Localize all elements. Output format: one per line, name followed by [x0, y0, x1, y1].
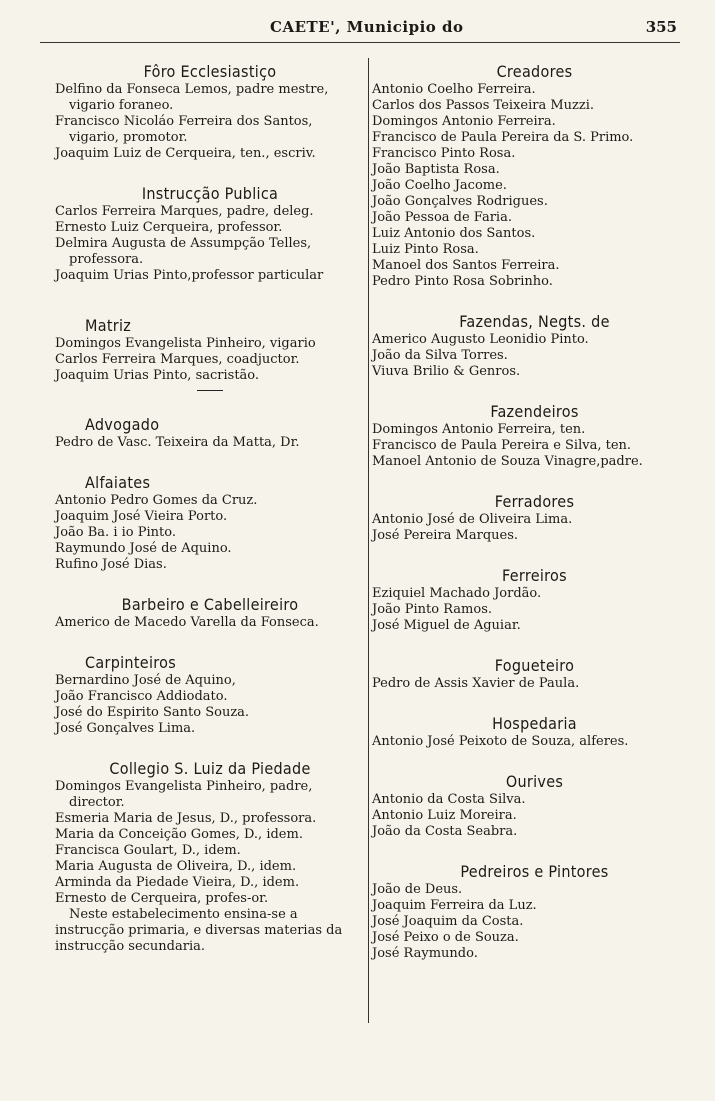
section-title: Fôro Ecclesiastiço — [143, 62, 277, 81]
list-item: Domingos Evangelista Pinheiro, vigario — [55, 336, 316, 351]
list-item: Luiz Antonio dos Santos. — [372, 226, 536, 241]
section-ferreiros — [372, 566, 697, 634]
list-item: Ernesto de Cerqueira, profes-or. — [55, 891, 269, 906]
list-item: Manoel dos Santos Ferreira. — [372, 258, 560, 273]
section-separator — [197, 390, 223, 391]
list-item: Antonio José de Oliveira Lima. — [372, 512, 573, 527]
section-title: Advogado — [85, 415, 160, 434]
section-instruccao-publica — [55, 184, 365, 284]
list-item: Raymundo José de Aquino. — [55, 541, 232, 556]
header-rule — [40, 42, 680, 43]
list-item: Maria da Conceição Gomes, D., idem. — [55, 827, 303, 842]
list-item: Francisco Pinto Rosa. — [372, 146, 516, 161]
page-number: 355 — [645, 18, 677, 36]
list-item: Ernesto Luiz Cerqueira, professor. — [55, 220, 283, 235]
left-column — [55, 62, 365, 955]
list-item: Carlos dos Passos Teixeira Muzzi. — [372, 98, 595, 113]
list-item: Joaquim José Vieira Porto. — [55, 509, 228, 524]
section-title: Ourives — [505, 772, 564, 791]
list-item: Antonio Pedro Gomes da Cruz. — [55, 493, 258, 508]
list-item: Francisco Nicoláo Ferreira dos Santos, vigario, promotor. — [55, 114, 313, 145]
list-item: Francisco de Paula Pereira da S. Primo. — [372, 130, 634, 145]
section-title: Barbeiro e Cabelleireiro — [121, 595, 299, 614]
section-hospedaria — [372, 714, 697, 750]
note-paragraph: Neste estabelecimento ensina-se a instrucção primaria, e diversas materias da instrucção secundaria. — [55, 907, 343, 954]
list-item: João de Deus. — [372, 882, 463, 897]
list-item: Americo Augusto Leonidio Pinto. — [372, 332, 589, 347]
section-ferradores — [372, 492, 697, 544]
section-title: Ferreiros — [502, 566, 567, 585]
list-item: João Francisco Addiodato. — [55, 689, 228, 704]
section-title: Ferradores — [494, 492, 575, 511]
list-item: Joaquim Urias Pinto,professor particular — [55, 268, 324, 283]
section-ourives — [372, 772, 697, 840]
section-title: Collegio S. Luiz da Piedade — [109, 759, 311, 778]
list-item: José Joaquim da Costa. — [372, 914, 524, 929]
list-item: Pedro de Vasc. Teixeira da Matta, Dr. — [55, 435, 300, 450]
list-item: Manoel Antonio de Souza Vinagre,padre. — [372, 454, 643, 469]
column-divider — [368, 58, 369, 1023]
list-item: Arminda da Piedade Vieira, D., idem. — [55, 875, 300, 890]
list-item: Viuva Brilio & Genros. — [372, 364, 521, 379]
list-item: Domingos Antonio Ferreira. — [372, 114, 556, 129]
page-header — [0, 18, 715, 40]
section-matriz — [55, 316, 365, 384]
section-advogado — [55, 415, 365, 451]
list-item: Bernardino José de Aquino, — [55, 673, 236, 688]
section-fazendas — [372, 312, 697, 380]
list-item: Joaquim Urias Pinto, sacristão. — [55, 368, 260, 383]
list-item: Pedro de Assis Xavier de Paula. — [372, 676, 580, 691]
list-item: Americo de Macedo Varella da Fonseca. — [55, 615, 319, 630]
list-item: Delmira Augusta de Assumpção Telles, professora. — [55, 236, 312, 267]
list-item: José Gonçalves Lima. — [55, 721, 196, 736]
section-title: Alfaiates — [85, 473, 151, 492]
section-fazendeiros — [372, 402, 697, 470]
list-item: Joaquim Luiz de Cerqueira, ten., escriv. — [55, 146, 316, 161]
list-item: João Pinto Ramos. — [372, 602, 493, 617]
list-item: Carlos Ferreira Marques, padre, deleg. — [55, 204, 314, 219]
section-pedreiros — [372, 862, 697, 962]
section-fogueteiro — [372, 656, 697, 692]
list-item: José Raymundo. — [372, 946, 478, 961]
section-foro-ecclesiastico — [55, 62, 365, 162]
section-title: Fogueteiro — [494, 656, 575, 675]
section-title: Creadores — [496, 62, 573, 81]
list-item: Joaquim Ferreira da Luz. — [372, 898, 537, 913]
section-barbeiro — [55, 595, 365, 631]
list-item: João Ba. i io Pinto. — [55, 525, 176, 540]
section-title: Hospedaria — [492, 714, 577, 733]
list-item: Delfino da Fonseca Lemos, padre mestre, vigario foraneo. — [55, 82, 329, 113]
list-item: Domingos Antonio Ferreira, ten. — [372, 422, 586, 437]
list-item: João da Silva Torres. — [372, 348, 508, 363]
section-carpinteiros — [55, 653, 365, 737]
list-item: João Pessoa de Faria. — [372, 210, 512, 225]
list-item: João Baptista Rosa. — [372, 162, 500, 177]
list-item: Domingos Evangelista Pinheiro, padre, director. — [55, 779, 313, 810]
section-creadores — [372, 62, 697, 290]
list-item: Francisca Goulart, D., idem. — [55, 843, 241, 858]
list-item: Antonio Coelho Ferreira. — [372, 82, 536, 97]
section-alfaiates — [55, 473, 365, 573]
list-item: Pedro Pinto Rosa Sobrinho. — [372, 274, 553, 289]
list-item: Carlos Ferreira Marques, coadjuctor. — [55, 352, 300, 367]
list-item: Esmeria Maria de Jesus, D., professora. — [55, 811, 317, 826]
list-item: José Peixo o de Souza. — [372, 930, 519, 945]
section-title: Fazendeiros — [490, 402, 579, 421]
section-title: Pedreiros e Pintores — [460, 862, 609, 881]
list-item: José Miguel de Aguiar. — [372, 618, 521, 633]
list-item: Eziquiel Machado Jordão. — [372, 586, 542, 601]
list-item: João Coelho Jacome. — [372, 178, 507, 193]
section-title: Instrucção Publica — [141, 184, 279, 203]
list-item: Francisco de Paula Pereira e Silva, ten. — [372, 438, 632, 453]
list-item: José Pereira Marques. — [372, 528, 519, 543]
running-title: CAETE', Municipio do — [270, 18, 464, 36]
list-item: João da Costa Seabra. — [372, 824, 518, 839]
section-title: Matriz — [85, 316, 132, 335]
list-item: Antonio Luiz Moreira. — [372, 808, 517, 823]
list-item: Maria Augusta de Oliveira, D., idem. — [55, 859, 297, 874]
section-title: Carpinteiros — [85, 653, 177, 672]
section-collegio — [55, 759, 365, 955]
list-item: Antonio da Costa Silva. — [372, 792, 526, 807]
right-column — [372, 62, 697, 962]
list-item: João Gonçalves Rodrigues. — [372, 194, 548, 209]
list-item: Antonio José Peixoto de Souza, alferes. — [372, 734, 629, 749]
section-title: Fazendas, Negts. de — [459, 312, 610, 331]
list-item: Luiz Pinto Rosa. — [372, 242, 479, 257]
list-item: José do Espirito Santo Souza. — [55, 705, 250, 720]
list-item: Rufino José Dias. — [55, 557, 167, 572]
